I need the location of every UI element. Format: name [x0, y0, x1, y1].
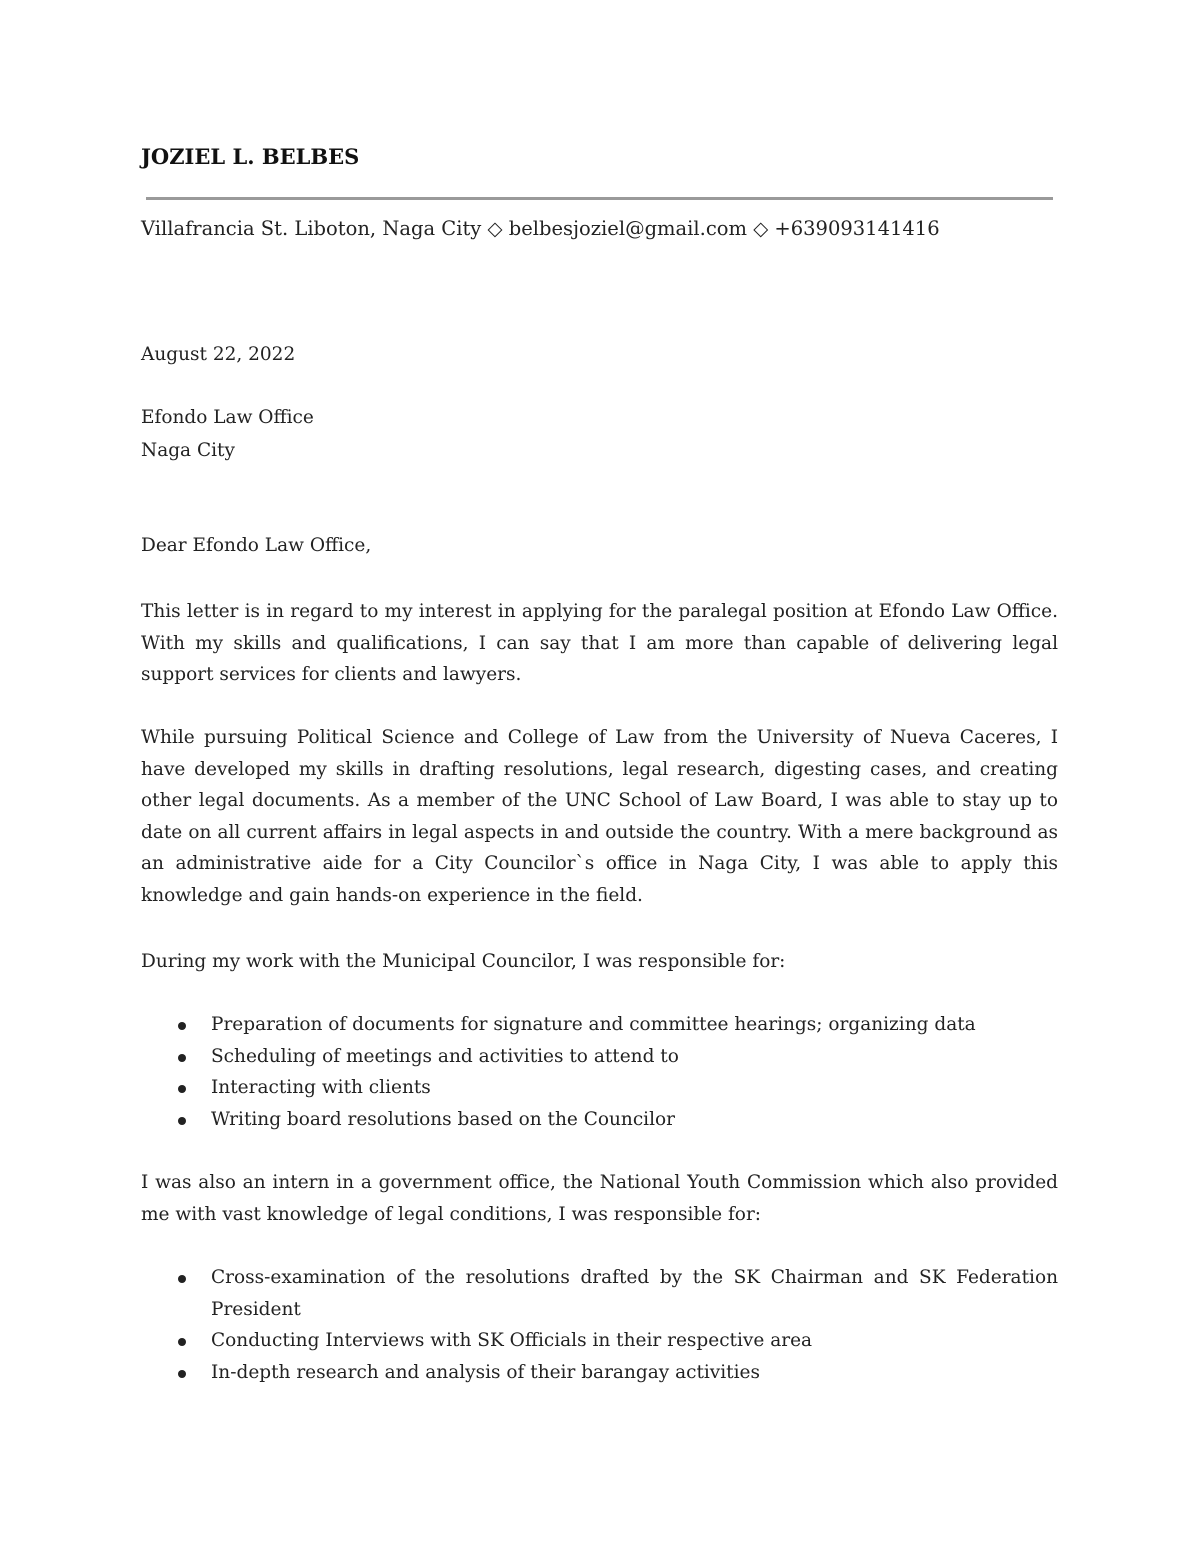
letter-date: August 22, 2022: [141, 344, 296, 365]
list-item: Interacting with clients: [141, 1072, 1058, 1104]
list-item: Conducting Interviews with SK Officials in their respective area: [141, 1325, 1058, 1357]
bullet-icon: [178, 1022, 186, 1030]
recipient-name: Efondo Law Office: [141, 407, 314, 428]
list-item: Writing board resolutions based on the Councilor: [141, 1104, 1058, 1136]
bullet-icon: [178, 1117, 186, 1125]
list-item: In-depth research and analysis of their barangay activities: [141, 1357, 1058, 1389]
applicant-name: JOZIEL L. BELBES: [141, 144, 360, 169]
bullet-icon: [178, 1054, 186, 1062]
list-item: Cross-examination of the resolutions drafted by the SK Chairman and SK Federation President: [141, 1262, 1058, 1325]
bullet-icon: [178, 1275, 186, 1283]
recipient-city: Naga City: [141, 440, 235, 461]
header-divider: [146, 197, 1053, 200]
paragraph-internship: I was also an intern in a government office, the National Youth Commission which also provided me with vast knowledge of legal conditions, I was responsible for:: [141, 1172, 1058, 1225]
salutation: Dear Efondo Law Office,: [141, 535, 372, 556]
contact-line: Villafrancia St. Liboton, Naga City ◇ belbesjoziel@gmail.com ◇ +639093141416: [141, 217, 940, 240]
list-item: Preparation of documents for signature and committee hearings; organizing data: [141, 1009, 1058, 1041]
bullet-icon: [178, 1338, 186, 1346]
paragraph-background: While pursuing Political Science and College of Law from the University of Nueva Caceres, I have developed my skills in drafting resolutions, legal research, digesting cases, and creating other legal documents. As a member of the UNC School of Law Board, I was able to stay up to date on all current affairs in legal aspects in and outside the country. With a mere background as an administrative aide for a City Councilor`s office in Naga City, I was able to apply this knowledge and gain hands-on experience in the field.: [141, 727, 1058, 906]
list-item: Scheduling of meetings and activities to attend to: [141, 1041, 1058, 1073]
internship-duties-list: [141, 1262, 1058, 1388]
bullet-icon: [178, 1085, 186, 1093]
paragraph-councilor-duties: During my work with the Municipal Councilor, I was responsible for:: [141, 951, 786, 972]
bullet-icon: [178, 1370, 186, 1378]
paragraph-intro: This letter is in regard to my interest in applying for the paralegal position at Efondo Law Office. With my skills and qualifications, I can say that I am more than capable of delivering legal support services for clients and lawyers.: [141, 601, 1058, 686]
councilor-duties-list: [141, 1009, 1058, 1135]
